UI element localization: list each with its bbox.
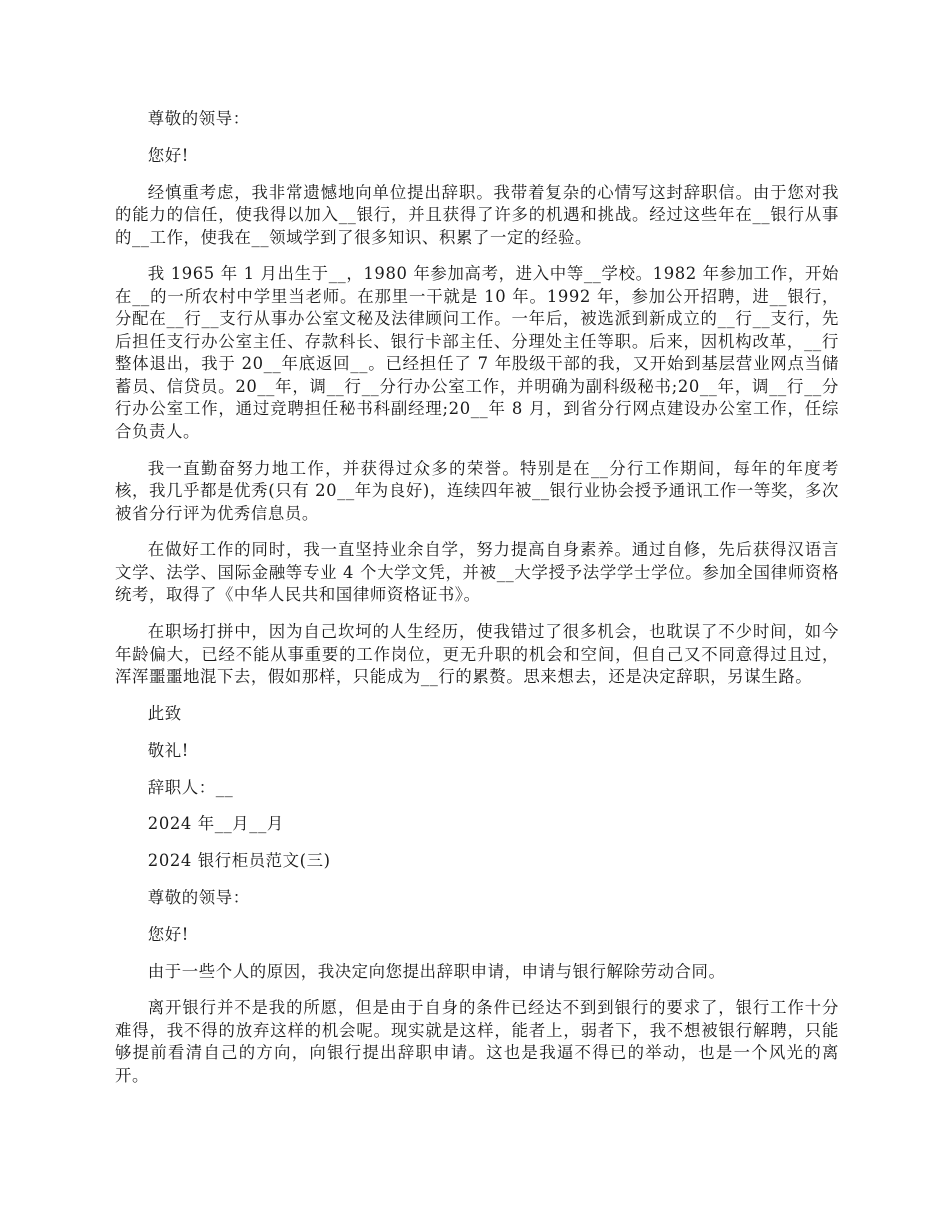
- closing-line: 此致: [147, 704, 182, 724]
- greeting: 您好!: [147, 145, 189, 165]
- section-heading: 2024 银行柜员范文(三): [147, 851, 331, 871]
- document-body: [115, 108, 839, 1102]
- body-paragraph: 在职场打拼中，因为自己坎坷的人生经历，使我错过了很多机会，也耽误了不少时间，如今年龄偏大，已经不能从事重要的工作岗位，更无升职的机会和空间，但自己又不同意得过且过，浑浑噩噩地混下去，假如那样，只能成为__行的累赘。思来想去，还是决定辞职，另谋生路。: [115, 622, 839, 687]
- body-paragraph: 经慎重考虑，我非常遗憾地向单位提出辞职。我带着复杂的心情写这封辞职信。由于您对我的能力的信任，使我得以加入__银行，并且获得了许多的机遇和挑战。经过这些年在__银行从事的__工作，使我在__领域学到了很多知识、积累了一定的经验。: [115, 182, 839, 247]
- body-paragraph: 我 1965 年 1 月出生于__，1980 年参加高考，进入中等__学校。1982 年参加工作，开始在__的一所农村中学里当老师。在那里一干就是 10 年。1992 年，参加公开招聘，进__银行，分配在__行__支行从事办公室文秘及法律顾问工作。一年后，被选派到新成立的__行__支行，先后担任支行办公室主任、存款科长、银行卡部主任、分理处主任等职。后来，因机构改革，__行整体退出，我于 20__年底返回__。已经担任了 7 年股级干部的我，又开始到基层营业网点当储蓄员、信贷员。20__年，调__行__分行办公室工作，并明确为副科级秘书;20__年，调__行__分行办公室工作，通过竞聘担任秘书科副经理;20__年 8 月，到省分行网点建设办公室工作，任综合负责人。: [115, 264, 839, 441]
- date-line: 2024 年__月__月: [147, 814, 284, 834]
- salutation: 尊敬的领导：: [147, 109, 250, 128]
- body-paragraph: 离开银行并不是我的所愿，但是由于自身的条件已经达不到到银行的要求了，银行工作十分难得，我不得的放弃这样的机会呢。现实就是这样，能者上，弱者下，我不想被银行解聘，只能够提前看清自己的方向，向银行提出辞职申请。这也是我逼不得已的举动，也是一个风光的离开。: [115, 998, 839, 1085]
- closing-regards: 敬礼!: [147, 740, 189, 760]
- greeting: 您好!: [147, 924, 189, 944]
- body-paragraph: 由于一些个人的原因，我决定向您提出辞职申请，申请与银行解除劳动合同。: [147, 961, 726, 981]
- salutation: 尊敬的领导：: [147, 888, 250, 908]
- body-paragraph: 在做好工作的同时，我一直坚持业余自学，努力提高自身素养。通过自修，先后获得汉语言文学、法学、国际金融等专业 4 个大学文凭，并被__大学授予法学学士学位。参加全国律师资格统考，取得了《中华人民共和国律师资格证书》。: [115, 540, 839, 605]
- signature-line: 辞职人：__: [147, 777, 234, 797]
- body-paragraph: 我一直勤奋努力地工作，并获得过众多的荣誉。特别是在__分行工作期间，每年的年度考核，我几乎都是优秀(只有 20__年为良好)，连续四年被__银行业协会授予通讯工作一等奖，多次被省分行评为优秀信息员。: [115, 458, 839, 523]
